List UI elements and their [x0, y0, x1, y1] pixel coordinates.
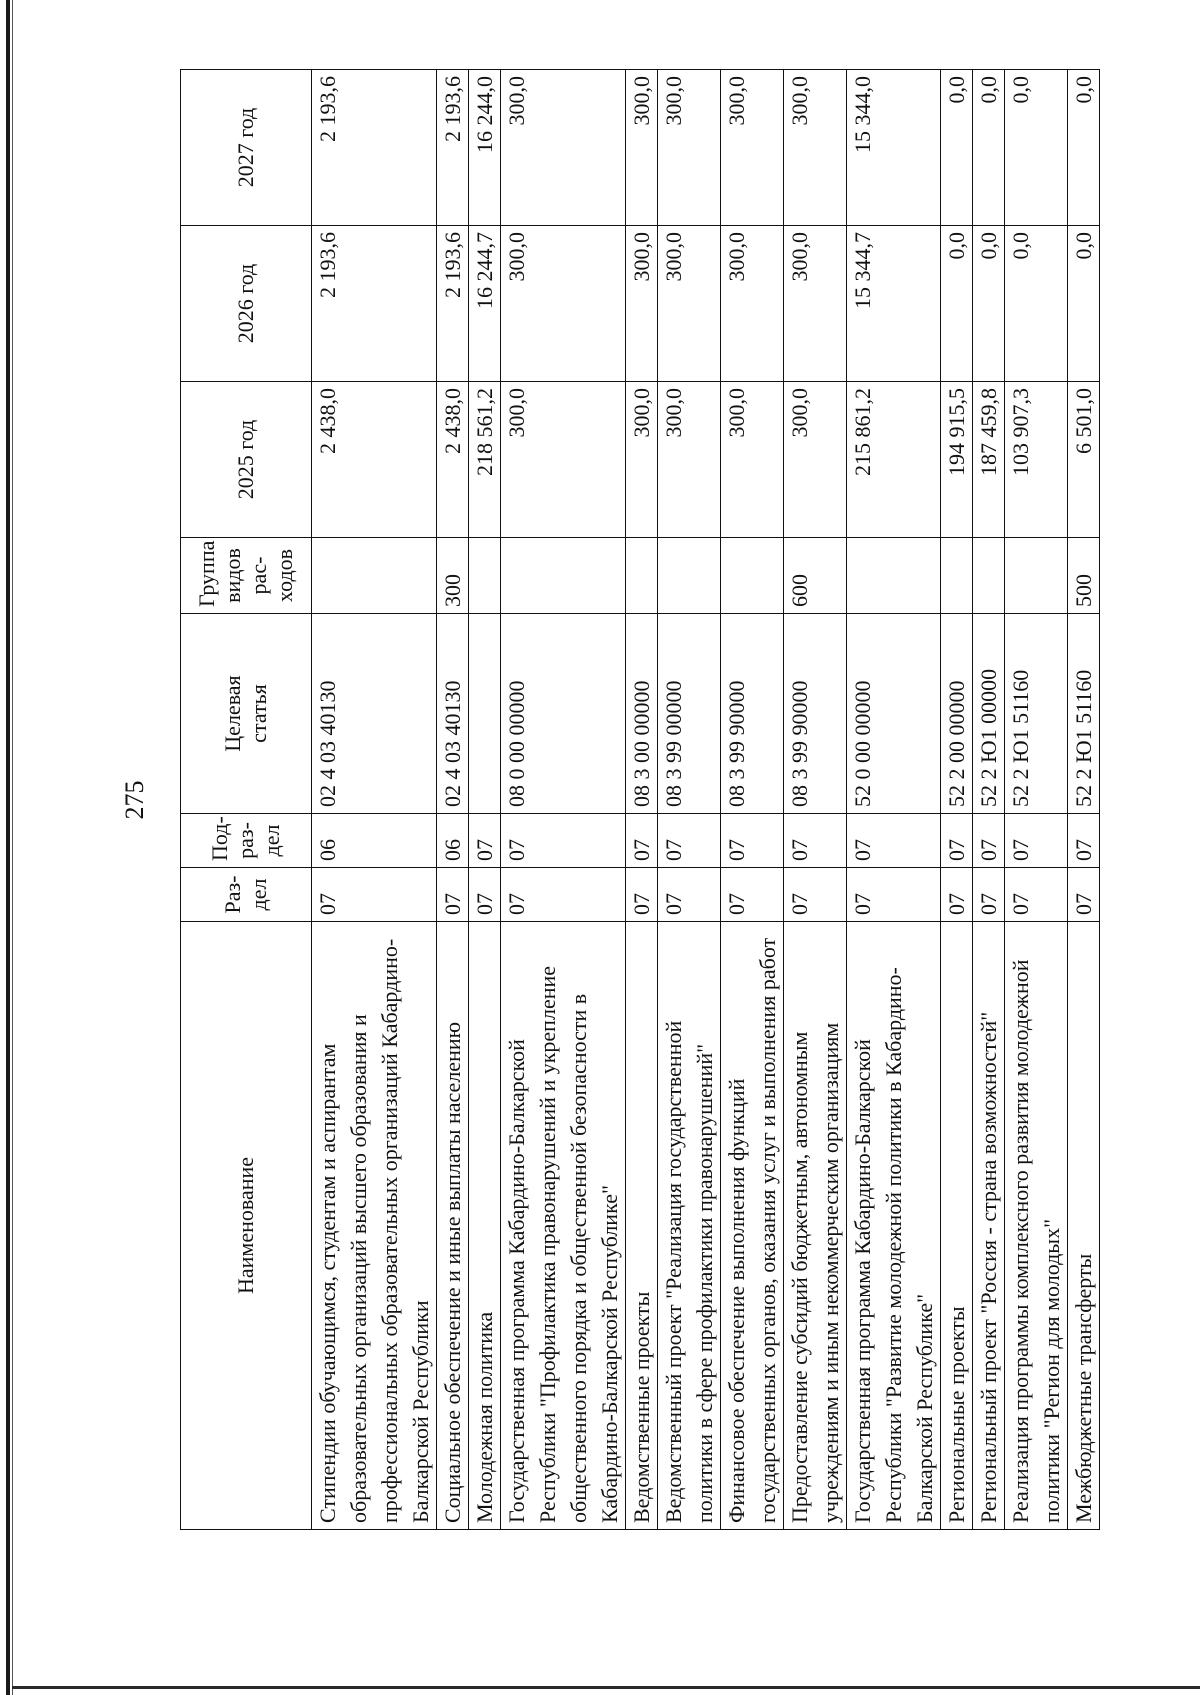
page-number: 275: [120, 780, 149, 820]
cell-target: 08 3 99 90000: [721, 614, 784, 814]
cell-y2026: 300,0: [721, 226, 784, 382]
cell-y2025: 6 501,0: [1068, 382, 1100, 538]
cell-name: Молодежная политика: [469, 922, 501, 1530]
cell-y2025: 300,0: [501, 382, 626, 538]
cell-y2025: 218 561,2: [469, 382, 501, 538]
cell-target: 52 2 00 00000: [941, 614, 973, 814]
header-target: Целевая статья: [181, 614, 312, 814]
table-row: [437, 70, 469, 1530]
cell-y2025: 215 861,2: [847, 382, 941, 538]
cell-name: Социальное обеспечение и иные выплаты населению: [437, 922, 469, 1530]
cell-razdel: 07: [1068, 868, 1100, 922]
binding-edge: [6, 0, 10, 1695]
table-row: [626, 70, 658, 1530]
cell-podrazdel: 06: [312, 814, 437, 868]
cell-razdel: 07: [941, 868, 973, 922]
header-2027: 2027 год: [181, 70, 312, 226]
cell-y2026: 16 244,7: [469, 226, 501, 382]
cell-target: 02 4 03 40130: [312, 614, 437, 814]
cell-name: Ведомственные проекты: [626, 922, 658, 1530]
cell-group: [941, 538, 973, 614]
cell-razdel: 07: [312, 868, 437, 922]
cell-group: [312, 538, 437, 614]
header-razdel: Раз- дел: [181, 868, 312, 922]
cell-razdel: 07: [1005, 868, 1068, 922]
cell-group: 500: [1068, 538, 1100, 614]
cell-group: [847, 538, 941, 614]
cell-target: [469, 614, 501, 814]
cell-target: 08 3 99 00000: [658, 614, 721, 814]
cell-name: Государственная программа Кабардино-Балкарской Республики "Профилактика правонарушений и укрепление общественного порядка и общественной безопасности в Кабардино-Балкарской Республике": [501, 922, 626, 1530]
cell-group: [469, 538, 501, 614]
cell-group: [1005, 538, 1068, 614]
cell-group: [501, 538, 626, 614]
cell-y2027: 300,0: [626, 70, 658, 226]
table-row: [941, 70, 973, 1530]
cell-razdel: 07: [973, 868, 1005, 922]
cell-group: 600: [784, 538, 847, 614]
cell-name: Предоставление субсидий бюджетным, автономным учреждениям и иным некоммерческим организациям: [784, 922, 847, 1530]
cell-y2025: 2 438,0: [437, 382, 469, 538]
cell-y2026: 0,0: [1068, 226, 1100, 382]
cell-razdel: 07: [784, 868, 847, 922]
table-row: [721, 70, 784, 1530]
cell-podrazdel: 06: [437, 814, 469, 868]
cell-y2025: 300,0: [784, 382, 847, 538]
table-row: [784, 70, 847, 1530]
cell-y2027: 0,0: [941, 70, 973, 226]
cell-podrazdel: 07: [501, 814, 626, 868]
table-row: [469, 70, 501, 1530]
cell-y2026: 0,0: [973, 226, 1005, 382]
cell-podrazdel: 07: [973, 814, 1005, 868]
cell-y2026: 0,0: [1005, 226, 1068, 382]
cell-y2027: 300,0: [658, 70, 721, 226]
header-name: Наименование: [181, 922, 312, 1530]
cell-group: [973, 538, 1005, 614]
cell-y2025: 194 915,5: [941, 382, 973, 538]
cell-y2025: 300,0: [658, 382, 721, 538]
cell-y2027: 2 193,6: [437, 70, 469, 226]
cell-target: 02 4 03 40130: [437, 614, 469, 814]
cell-podrazdel: 07: [784, 814, 847, 868]
cell-target: 52 0 00 00000: [847, 614, 941, 814]
cell-y2027: 0,0: [1005, 70, 1068, 226]
table-row: [658, 70, 721, 1530]
table-row: [501, 70, 626, 1530]
cell-y2026: 300,0: [658, 226, 721, 382]
table-header-row: [181, 70, 312, 1530]
cell-target: 08 3 99 90000: [784, 614, 847, 814]
cell-y2025: 300,0: [721, 382, 784, 538]
cell-razdel: 07: [847, 868, 941, 922]
cell-y2027: 300,0: [721, 70, 784, 226]
cell-podrazdel: 07: [941, 814, 973, 868]
cell-y2027: 0,0: [973, 70, 1005, 226]
cell-razdel: 07: [437, 868, 469, 922]
cell-podrazdel: 07: [1068, 814, 1100, 868]
header-2026: 2026 год: [181, 226, 312, 382]
cell-name: Стипендии обучающимся, студентам и аспирантам образовательных организаций высшего образования и профессиональных образовательных организаций Кабардино-Балкарской Республики: [312, 922, 437, 1530]
cell-y2025: 2 438,0: [312, 382, 437, 538]
cell-y2027: 300,0: [784, 70, 847, 226]
cell-y2027: 0,0: [1068, 70, 1100, 226]
cell-name: Региональный проект "Россия - страна возможностей": [973, 922, 1005, 1530]
cell-razdel: 07: [469, 868, 501, 922]
cell-podrazdel: 07: [847, 814, 941, 868]
cell-y2026: 0,0: [941, 226, 973, 382]
cell-target: 52 2 Ю1 51160: [1068, 614, 1100, 814]
header-group: Группа видов рас- ходов: [181, 538, 312, 614]
cell-y2026: 300,0: [784, 226, 847, 382]
cell-podrazdel: 07: [626, 814, 658, 868]
cell-razdel: 07: [658, 868, 721, 922]
binding-edge-line: [12, 0, 13, 1695]
bottom-edge: [12, 1686, 1200, 1689]
cell-podrazdel: 07: [1005, 814, 1068, 868]
cell-target: 52 2 Ю1 51160: [1005, 614, 1068, 814]
table-row: [1068, 70, 1100, 1530]
cell-name: Государственная программа Кабардино-Балкарской Республики "Развитие молодежной политики в Кабардино-Балкарской Республике": [847, 922, 941, 1530]
table-row: [973, 70, 1005, 1530]
table-body: [312, 70, 1100, 1530]
budget-table: [180, 69, 1100, 1530]
cell-name: Финансовое обеспечение выполнения функций государственных органов, оказания услуг и выполнения работ: [721, 922, 784, 1530]
cell-y2026: 2 193,6: [437, 226, 469, 382]
cell-podrazdel: 07: [658, 814, 721, 868]
cell-podrazdel: 07: [469, 814, 501, 868]
cell-name: Ведомственный проект "Реализация государственной политики в сфере профилактики правонарушений": [658, 922, 721, 1530]
table-row: [1005, 70, 1068, 1530]
cell-razdel: 07: [626, 868, 658, 922]
cell-y2027: 2 193,6: [312, 70, 437, 226]
cell-group: 300: [437, 538, 469, 614]
cell-target: 52 2 Ю1 00000: [973, 614, 1005, 814]
cell-y2026: 15 344,7: [847, 226, 941, 382]
cell-target: 08 3 00 00000: [626, 614, 658, 814]
cell-podrazdel: 07: [721, 814, 784, 868]
rotated-page: [80, 40, 1096, 1560]
table-row: [847, 70, 941, 1530]
cell-y2026: 300,0: [626, 226, 658, 382]
header-2025: 2025 год: [181, 382, 312, 538]
cell-razdel: 07: [721, 868, 784, 922]
cell-y2025: 103 907,3: [1005, 382, 1068, 538]
cell-target: 08 0 00 00000: [501, 614, 626, 814]
cell-group: [721, 538, 784, 614]
cell-name: Региональные проекты: [941, 922, 973, 1530]
cell-y2025: 300,0: [626, 382, 658, 538]
cell-y2025: 187 459,8: [973, 382, 1005, 538]
cell-y2026: 2 193,6: [312, 226, 437, 382]
cell-y2026: 300,0: [501, 226, 626, 382]
cell-y2027: 15 344,0: [847, 70, 941, 226]
cell-name: Реализация программы комплексного развития молодежной политики "Регион для молодых": [1005, 922, 1068, 1530]
cell-name: Межбюджетные трансферты: [1068, 922, 1100, 1530]
cell-razdel: 07: [501, 868, 626, 922]
cell-y2027: 16 244,0: [469, 70, 501, 226]
header-podrazdel: Под- раз- дел: [181, 814, 312, 868]
cell-group: [626, 538, 658, 614]
cell-y2027: 300,0: [501, 70, 626, 226]
cell-group: [658, 538, 721, 614]
table-row: [312, 70, 437, 1530]
